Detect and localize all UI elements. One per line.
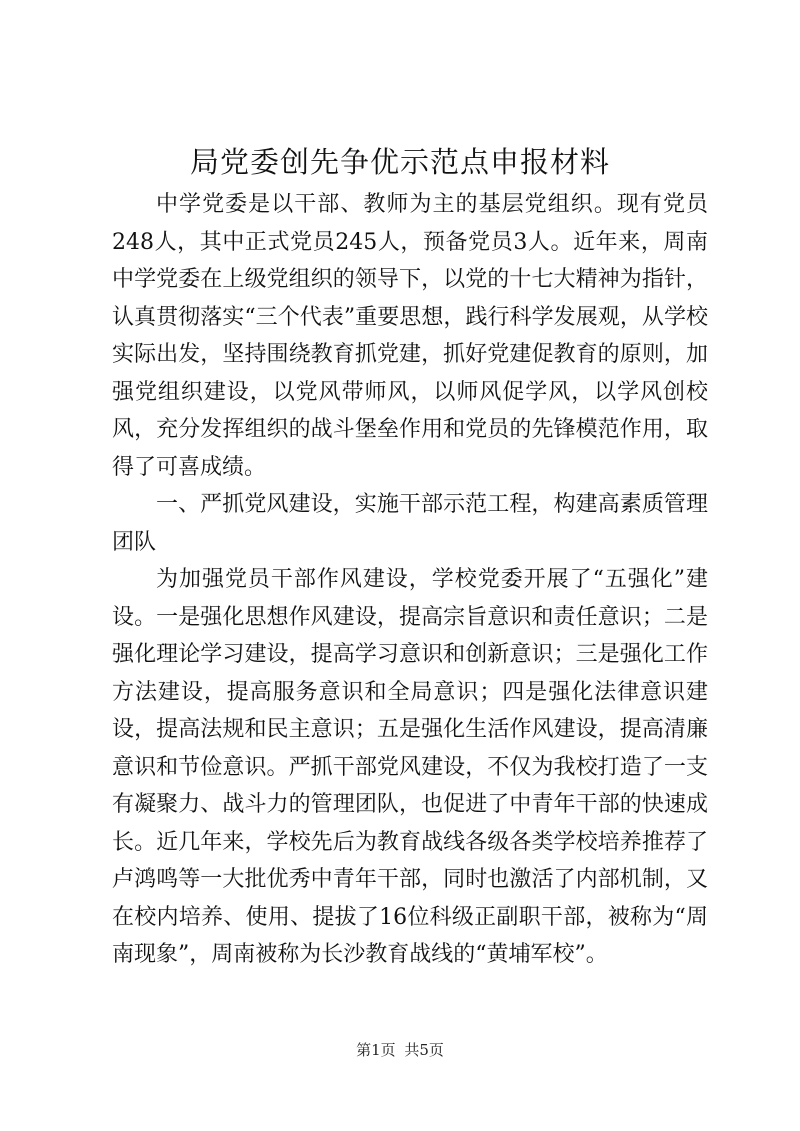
- page-footer: [0, 1040, 800, 1060]
- intro-paragraph: 中学党委是以干部、教师为主的基层党组织。现有党员248人，其中正式党员245人，预备党员3人。近年来，周南中学党委在上级党组织的领导下，以党的十七大精神为指针，认真贯彻落实“三个代表”重要思想，践行科学发展观，从学校实际出发，坚持围绕教育抓党建，抓好党建促教育的原则，加强党组织建设，以党风带师风，以师风促学风，以学风创校风，充分发挥组织的战斗堡垒作用和党员的先锋模范作用，取得了可喜成绩。: [112, 192, 708, 480]
- total-pages: 共5页: [404, 1041, 444, 1059]
- section-heading: 一、严抓党风建设，实施干部示范工程，构建高素质管理团队: [112, 492, 708, 555]
- document-body: [112, 186, 708, 974]
- page-number: 第1页: [356, 1041, 396, 1059]
- section-paragraph: 为加强党员干部作风建设，学校党委开展了“五强化”建设。一是强化思想作风建设，提高宗旨意识和责任意识；二是强化理论学习建设，提高学习意识和创新意识；三是强化工作方法建设，提高服务意识和全局意识；四是强化法律意识建设，提高法规和民主意识；五是强化生活作风建设，提高清廉意识和节俭意识。严抓干部党风建设，不仅为我校打造了一支有凝聚力、战斗力的管理团队，也促进了中青年干部的快速成长。近几年来，学校先后为教育战线各级各类学校培养推荐了卢鸿鸣等一大批优秀中青年干部，同时也激活了内部机制，又在校内培养、使用、提拔了16位科级正副职干部，被称为“周南现象”，周南被称为长沙教育战线的“黄埔军校”。: [112, 567, 708, 967]
- document-title: 局党委创先争优示范点申报材料: [189, 145, 610, 179]
